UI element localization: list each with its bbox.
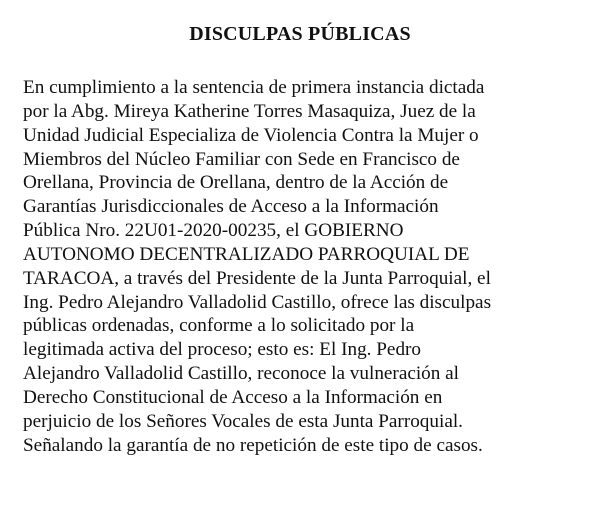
body-line: Pública Nro. 22U01-2020-00235, el GOBIERNO xyxy=(23,220,404,242)
body-line: AUTONOMO DECENTRALIZADO PARROQUIAL DE xyxy=(23,243,470,265)
body-line: TARACOA, a través del Presidente de la Junta Parroquial, el xyxy=(23,267,491,289)
body-line: Garantías Jurisdiccionales de Acceso a la Información xyxy=(23,196,439,218)
body-line: En cumplimiento a la sentencia de primera instancia dictada xyxy=(23,77,485,98)
body-line: Orellana, Provincia de Orellana, dentro de la Acción de xyxy=(23,172,449,194)
body-line: Ing. Pedro Alejandro Valladolid Castillo, ofrece las disculpas xyxy=(23,291,492,313)
body-line: Miembros del Núcleo Familiar con Sede en Francisco de xyxy=(23,148,460,170)
body-line: legitimada activa del proceso; esto es: El Ing. Pedro xyxy=(23,339,422,361)
body-line: Unidad Judicial Especializa de Violencia Contra la Mujer o xyxy=(23,124,479,146)
document-body xyxy=(23,76,585,458)
body-line: Señalando la garantía de no repetición de este tipo de casos. xyxy=(23,434,483,456)
body-line: Alejandro Valladolid Castillo, reconoce la vulneración al xyxy=(23,363,460,385)
body-line: por la Abg. Mireya Katherine Torres Masaquiza, Juez de la xyxy=(23,100,476,122)
body-line: públicas ordenadas, conforme a lo solicitado por la xyxy=(23,315,415,337)
body-line: Derecho Constitucional de Acceso a la Información en xyxy=(23,386,443,408)
document-title: DISCULPAS PÚBLICAS xyxy=(189,23,411,45)
body-line: perjuicio de los Señores Vocales de esta Junta Parroquial. xyxy=(23,410,463,432)
